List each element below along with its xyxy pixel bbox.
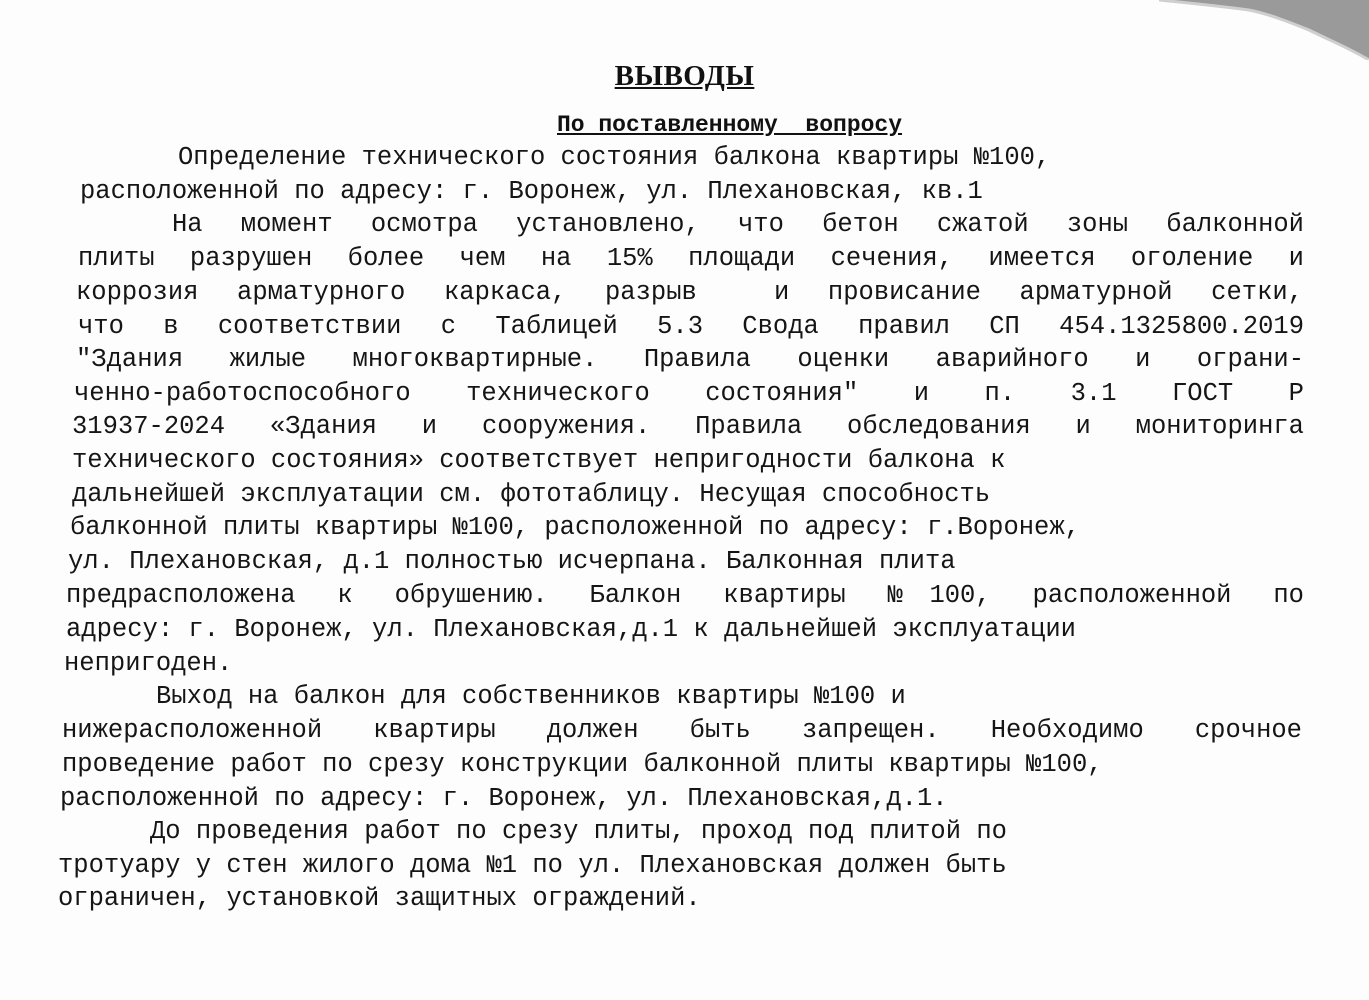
torn-paper-corner <box>1159 0 1369 60</box>
text-line: На момент осмотра установлено, что бетон сжатой зоны балконной <box>172 210 1304 239</box>
text-line: предрасположена к обрушению. Балкон квартиры №100, расположенной по <box>66 581 1304 610</box>
text-line: проведение работ по срезу конструкции балконной плиты квартиры №100, <box>62 750 1103 779</box>
document-subtitle: По поставленному вопросу <box>556 112 903 138</box>
text-line: нижерасположенной квартиры должен быть запрещен. Необходимо срочное <box>62 716 1302 745</box>
text-line: непригоден. <box>64 649 233 678</box>
text-line: что в соответствии с Таблицей 5.3 Свода правил СП 454.1325800.2019 <box>78 312 1304 341</box>
document-title: ВЫВОДЫ <box>614 60 755 92</box>
text-line: ченно-работоспособного технического состояния" и п. 3.1 ГОСТ Р <box>74 379 1304 408</box>
text-line: тротуару у стен жилого дома №1 по ул. Плехановская должен быть <box>58 851 1007 880</box>
text-line: Выход на балкон для собственников квартиры №100 и <box>156 682 906 711</box>
text-line: дальнейшей эксплуатации см. фототаблицу. Несущая способность <box>72 480 991 509</box>
text-line: 31937-2024 «Здания и сооружения. Правила обследования и мониторинга <box>72 412 1304 441</box>
text-line: технического состояния» соответствует непригодности балкона к <box>72 446 1006 475</box>
text-line: расположенной по адресу: г. Воронеж, ул. Плехановская, кв.1 <box>80 177 983 206</box>
text-line: До проведения работ по срезу плиты, проход под плитой по <box>150 817 1007 846</box>
text-line: расположенной по адресу: г. Воронеж, ул. Плехановская,д.1. <box>60 784 948 813</box>
text-line: Определение технического состояния балкона квартиры №100, <box>178 143 1051 172</box>
text-line: ул. Плехановская, д.1 полностью исчерпана. Балконная плита <box>68 547 956 576</box>
text-line: ограничен, установкой защитных ограждений. <box>58 884 701 913</box>
text-line: адресу: г. Воронеж, ул. Плехановская,д.1 к дальнейшей эксплуатации <box>66 615 1076 644</box>
text-line: плиты разрушен более чем на 15% площади сечения, имеется оголение и <box>78 244 1304 273</box>
text-line: "Здания жилые многоквартирные. Правила оценки аварийного и ограни- <box>76 345 1304 374</box>
text-line: коррозия арматурного каркаса, разрыв и провисание арматурной сетки, <box>76 278 1303 307</box>
text-line: балконной плиты квартиры №100, расположенной по адресу: г.Воронеж, <box>70 513 1080 542</box>
